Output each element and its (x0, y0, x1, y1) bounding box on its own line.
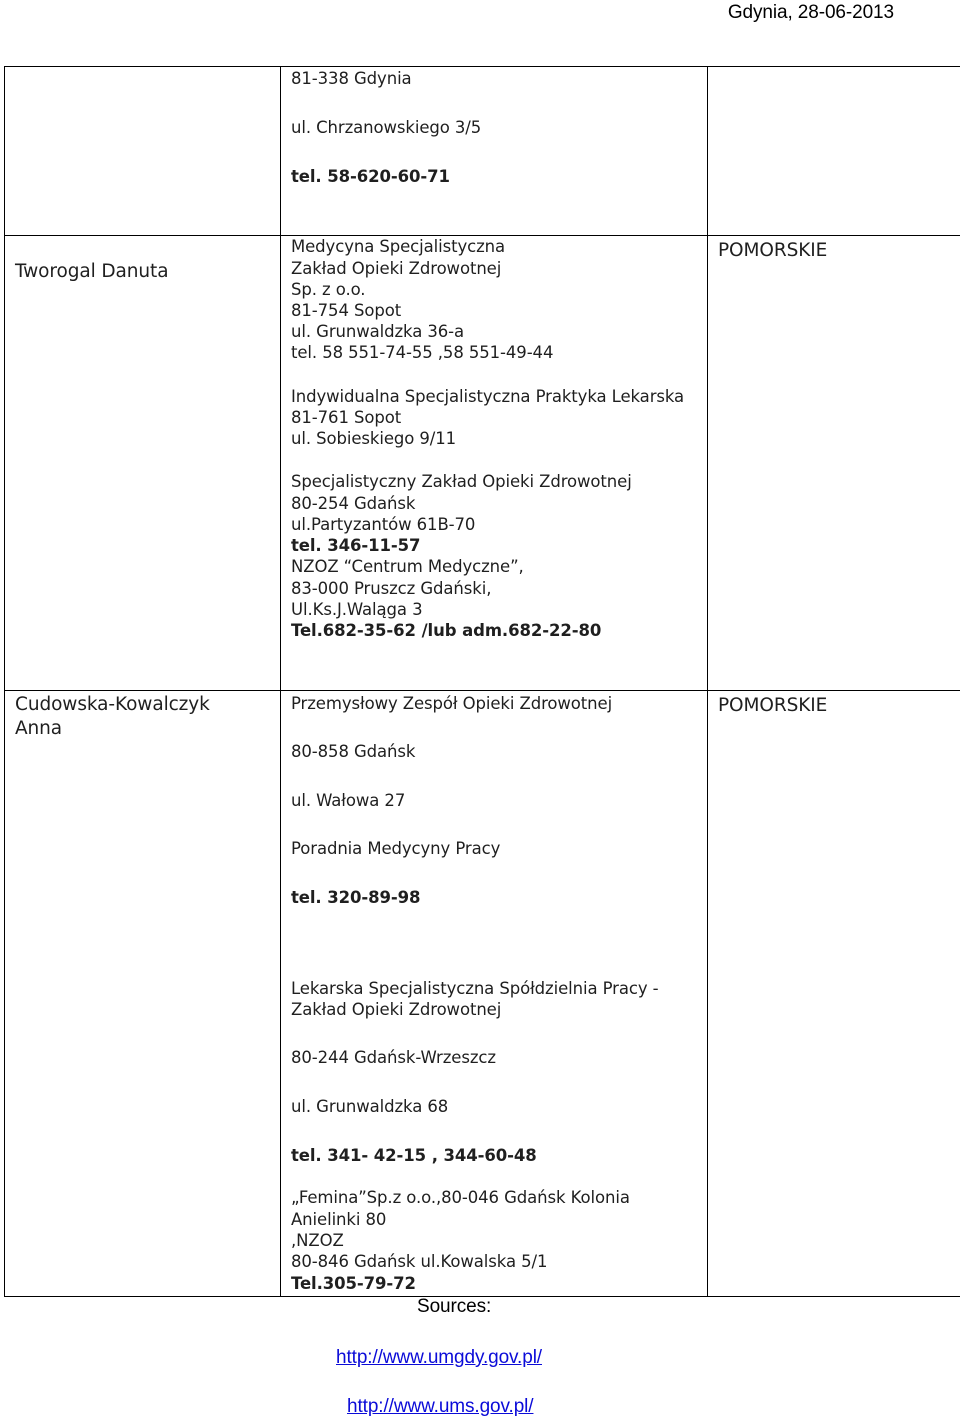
facility-phone: tel. 58-620-60-71 (291, 167, 450, 186)
facility-line: 81-754 Sopot (291, 301, 402, 320)
facility-line: ul. Chrzanowskiego 3/5 (291, 118, 482, 137)
facility-line: 81-338 Gdynia (291, 69, 412, 88)
facility-cell (281, 236, 708, 691)
facility-line: Zakład Opieki Zdrowotnej (291, 259, 502, 278)
region-label: POMORSKIE (718, 695, 828, 716)
facility-line: Przemysłowy Zespół Opieki Zdrowotnej (291, 694, 613, 713)
region-cell (708, 67, 960, 236)
facility-line: Lekarska Specjalistyczna Spółdzielnia Pracy - (291, 979, 659, 998)
facility-line: Ul.Ks.J.Waląga 3 (291, 600, 423, 619)
facility-line: 81-761 Sopot (291, 408, 402, 427)
facility-line: 80-254 Gdańsk (291, 494, 416, 513)
facility-phone: tel. 320-89-98 (291, 888, 421, 907)
facility-line: Anielinki 80 (291, 1210, 387, 1229)
doctor-name: Anna (15, 718, 63, 739)
facility-line: 83-000 Pruszcz Gdański, (291, 579, 492, 598)
facility-line: Specjalistyczny Zakład Opieki Zdrowotnej (291, 472, 632, 491)
facility-line: 80-244 Gdańsk-Wrzeszcz (291, 1048, 496, 1067)
facility-line: Sp. z o.o. (291, 280, 366, 299)
facility-line: ul. Grunwaldzka 36-a (291, 322, 465, 341)
region-cell (708, 691, 960, 1297)
clinic-table (4, 66, 960, 1297)
facility-line: „Femina”Sp.z o.o.,80-046 Gdańsk Kolonia (291, 1188, 630, 1207)
facility-line: 80-858 Gdańsk (291, 742, 416, 761)
facility-phone: tel. 346-11-57 (291, 536, 421, 555)
table-row (5, 67, 960, 236)
doctor-name-cell (5, 691, 281, 1297)
facility-line: ul. Grunwaldzka 68 (291, 1097, 449, 1116)
facility-line: NZOZ “Centrum Medyczne”, (291, 557, 524, 576)
facility-line: Indywidualna Specjalistyczna Praktyka Lekarska (291, 387, 685, 406)
facility-line: ul. Sobieskiego 9/11 (291, 429, 457, 448)
facility-line: 80-846 Gdańsk ul.Kowalska 5/1 (291, 1252, 548, 1271)
facility-cell (281, 691, 708, 1297)
facility-line: ul.Partyzantów 61B-70 (291, 515, 476, 534)
facility-cell (281, 67, 708, 236)
source-link-ums[interactable]: http://www.ums.gov.pl/ (347, 1396, 534, 1417)
facility-line: ,NZOZ (291, 1231, 344, 1250)
facility-line: Zakład Opieki Zdrowotnej (291, 1000, 502, 1019)
facility-phone: Tel.305-79-72 (291, 1274, 416, 1293)
doctor-name: Cudowska-Kowalczyk (15, 694, 210, 715)
facility-line: ul. Wałowa 27 (291, 791, 406, 810)
sources-label: Sources: (417, 1296, 492, 1317)
doctor-name-cell (5, 236, 281, 691)
source-link-umgdy[interactable]: http://www.umgdy.gov.pl/ (336, 1347, 542, 1368)
table-row (5, 236, 960, 691)
doctor-name: Tworogal Danuta (15, 261, 169, 282)
facility-line: tel. 58 551-74-55 ,58 551-49-44 (291, 343, 554, 362)
facility-phone: Tel.682-35-62 /lub adm.682-22-80 (291, 621, 602, 640)
facility-phone: tel. 341- 42-15 , 344-60-48 (291, 1146, 537, 1165)
region-label: POMORSKIE (718, 240, 828, 261)
facility-line: Poradnia Medycyny Pracy (291, 839, 501, 858)
table-row (5, 691, 960, 1297)
document-date: Gdynia, 28-06-2013 (727, 2, 894, 23)
facility-line: Medycyna Specjalistyczna (291, 237, 506, 256)
doctor-name-cell (5, 67, 281, 236)
region-cell (708, 236, 960, 691)
